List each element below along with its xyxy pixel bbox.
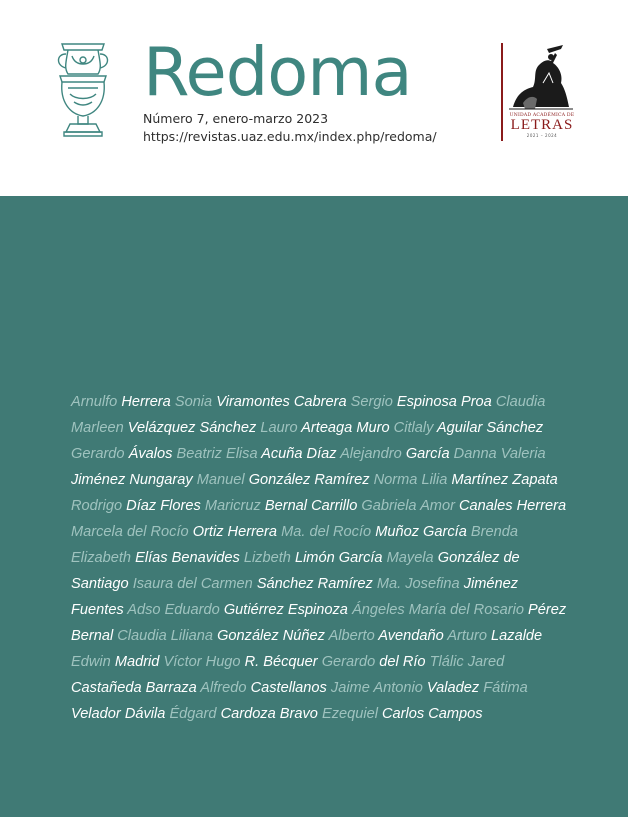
author-family-name: Canales Herrera [459, 498, 567, 514]
author-given-name: Ma. del Rocío [281, 524, 372, 540]
author-family-name: R. Bécquer [244, 654, 318, 670]
quixote-illustration-icon [503, 43, 579, 113]
author-given-name: Gerardo [71, 446, 125, 462]
author-family-name: Limón García [294, 550, 383, 566]
author-given-name: Citlaly [393, 420, 434, 436]
author-family-name: González de Santiago [71, 550, 520, 592]
author-given-name: Arturo [447, 628, 487, 644]
author-family-name: Carlos Campos [382, 706, 483, 722]
author-family-name: Herrera [121, 394, 171, 410]
author-family-name: Valadez [426, 680, 480, 696]
author-family-name: Jiménez Nungaray [71, 472, 193, 488]
author-family-name: Sánchez Ramírez [256, 576, 373, 592]
cover-header [0, 0, 628, 196]
author-given-name: Lauro [260, 420, 298, 436]
contributors-panel [0, 196, 628, 817]
author-family-name: Elías Benavides [135, 550, 240, 566]
author-family-name: Acuña Díaz [261, 446, 337, 462]
author-family-name: Bernal Carrillo [264, 498, 358, 514]
author-family-name: Espinosa Proa [396, 394, 492, 410]
author-family-name: Lazalde [491, 628, 543, 644]
author-given-name: Marcela del Rocío [71, 524, 189, 540]
author-given-name: Brenda Elizabeth [71, 524, 518, 566]
author-given-name: Alberto [328, 628, 375, 644]
author-family-name: Castellanos [250, 680, 327, 696]
author-given-name: Mayela [386, 550, 434, 566]
author-family-name: Jiménez Fuentes [71, 576, 519, 618]
author-family-name: Castañeda Barraza [71, 680, 197, 696]
author-given-name: Gabriela Amor [361, 498, 455, 514]
author-family-name: Díaz Flores [126, 498, 201, 514]
author-family-name: Pérez Bernal [71, 602, 567, 644]
author-family-name: Ortiz Herrera [192, 524, 278, 540]
author-family-name: Velador Dávila [71, 706, 166, 722]
journal-url[interactable]: https://revistas.uaz.edu.mx/index.php/redoma/ [143, 129, 437, 144]
author-family-name: Madrid [114, 654, 160, 670]
author-given-name: Claudia Liliana [117, 628, 213, 644]
author-family-name: Viramontes Cabrera [216, 394, 347, 410]
author-given-name: Lizbeth [243, 550, 291, 566]
author-given-name: Danna Valeria [453, 446, 546, 462]
author-family-name: Ávalos [128, 446, 173, 462]
author-family-name: García [405, 446, 450, 462]
author-family-name: Arteaga Muro [301, 420, 390, 436]
author-given-name: Alfredo [200, 680, 247, 696]
author-family-name: Cardoza Bravo [220, 706, 318, 722]
author-given-name: Sergio [350, 394, 393, 410]
author-given-name: Ezequiel [321, 706, 378, 722]
author-given-name: Tlálic Jared [429, 654, 505, 670]
author-family-name: González Núñez [217, 628, 325, 644]
author-given-name: Adso Eduardo [127, 602, 220, 618]
author-family-name: Velázquez Sánchez [127, 420, 257, 436]
issue-line: Número 7, enero-marzo 2023 [143, 111, 329, 126]
author-given-name: Maricruz [204, 498, 261, 514]
author-given-name: Isaura del Carmen [132, 576, 253, 592]
author-given-name: Jaime Antonio [330, 680, 423, 696]
logo-years: 2021 – 2024 [526, 133, 558, 138]
author-family-name: Muñoz García [375, 524, 467, 540]
logo-unit-line: UNIDAD ACADÉMICA DE [509, 113, 575, 118]
author-given-name: Alejandro [340, 446, 402, 462]
author-given-name: Beatriz Elisa [176, 446, 258, 462]
logo-letras: LETRAS [510, 117, 574, 133]
author-given-name: Manuel [196, 472, 245, 488]
author-family-name: Gutiérrez Espinoza [223, 602, 348, 618]
author-family-name: Aguilar Sánchez [436, 420, 544, 436]
author-given-name: Edwin [71, 654, 111, 670]
author-family-name: del Río [379, 654, 426, 670]
vase-icon [52, 40, 114, 142]
journal-title: Redoma [143, 33, 412, 111]
author-given-name: Édgard [169, 706, 217, 722]
author-given-name: Ma. Josefina [376, 576, 460, 592]
author-given-name: Víctor Hugo [163, 654, 241, 670]
author-family-name: González Ramírez [248, 472, 370, 488]
author-given-name: Arnulfo [71, 394, 118, 410]
author-given-name: Claudia Marleen [71, 394, 546, 436]
unidad-letras-logo [501, 43, 579, 141]
author-family-name: Avendaño [378, 628, 444, 644]
author-given-name: Ángeles María del Rosario [351, 602, 524, 618]
author-given-name: Fátima [483, 680, 528, 696]
author-given-name: Gerardo [321, 654, 376, 670]
author-list [71, 389, 571, 727]
author-given-name: Norma Lilia [373, 472, 448, 488]
author-family-name: Martínez Zapata [451, 472, 558, 488]
author-given-name: Rodrigo [71, 498, 123, 514]
author-given-name: Sonia [174, 394, 213, 410]
